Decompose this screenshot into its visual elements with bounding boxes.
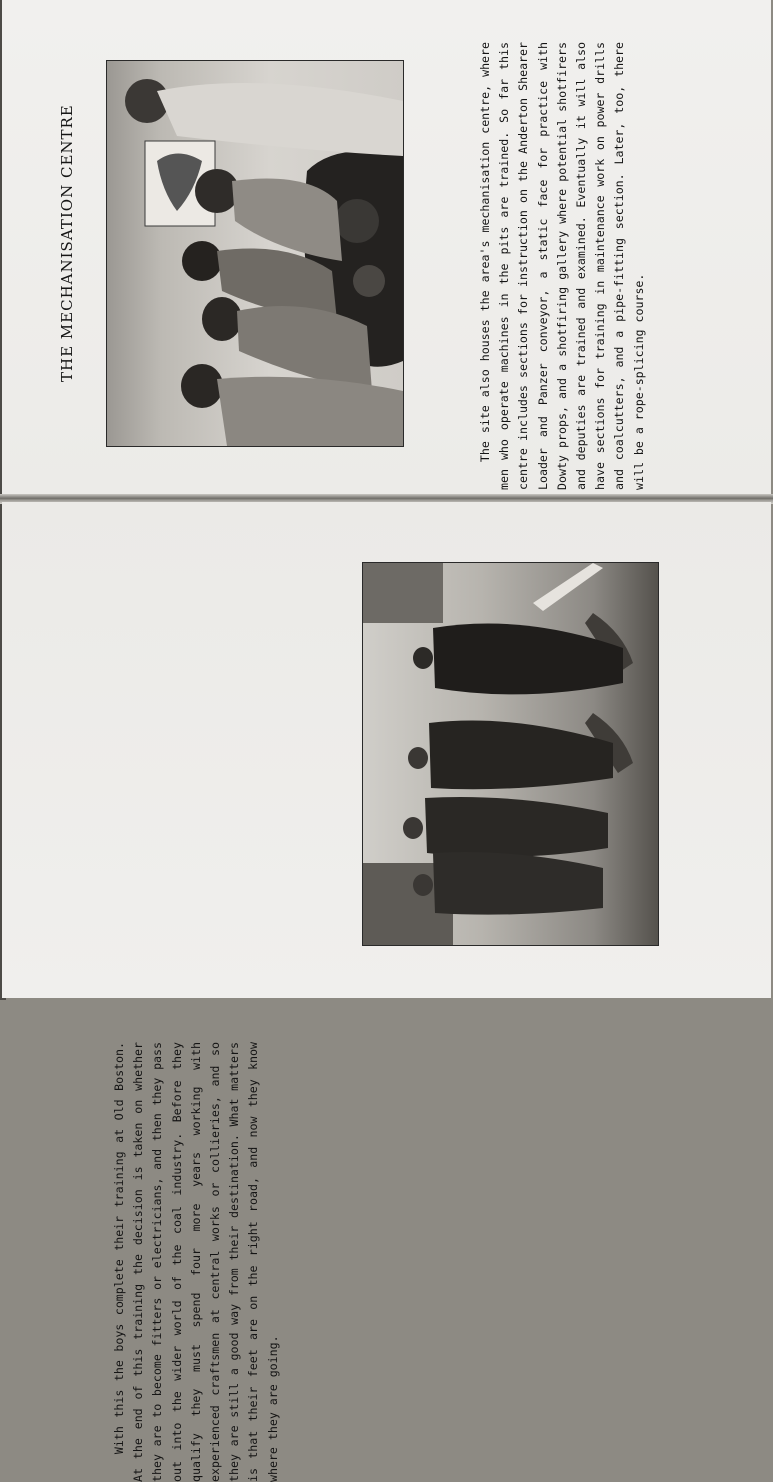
training-paragraph: [110, 1042, 290, 1482]
section-title: THE MECHANISATION CENTRE: [58, 104, 76, 382]
mechanisation-paragraph-text: The site also houses the area's mechanisation centre, where men who operate machines in the pits are trained. So far this centre includes sections for instruction on the Anderton Shearer Loader and Panzer conveyor, a static face for practice with Dowty props, and a shotfiring gallery where potential shotfirers and deputies are trained and examined. Eventually it will also have sections for training in maintenance work on power drills and coalcutters, and a pipe-fitting section. Later, too, there will be a rope-splicing course.: [478, 42, 646, 490]
mechanisation-paragraph: [476, 42, 656, 490]
lower-page: [2, 502, 771, 1482]
training-paragraph-text: With this the boys complete their training at Old Boston. At the end of this training the decision is taken on whether they are to become fitters or electricians, and then they pass out into the wider world of the coal industry. Before they qualify they must spend four more years working with experienced craftsmen at central works or collieries, and so they are still a good way from their destination. What matters is that their feet are on the right road, and now they know where they are going.: [112, 1042, 280, 1482]
photo-four-boys-walking: [362, 562, 659, 946]
upper-page: [2, 0, 771, 496]
photo-trainees-at-machine: [106, 60, 404, 447]
